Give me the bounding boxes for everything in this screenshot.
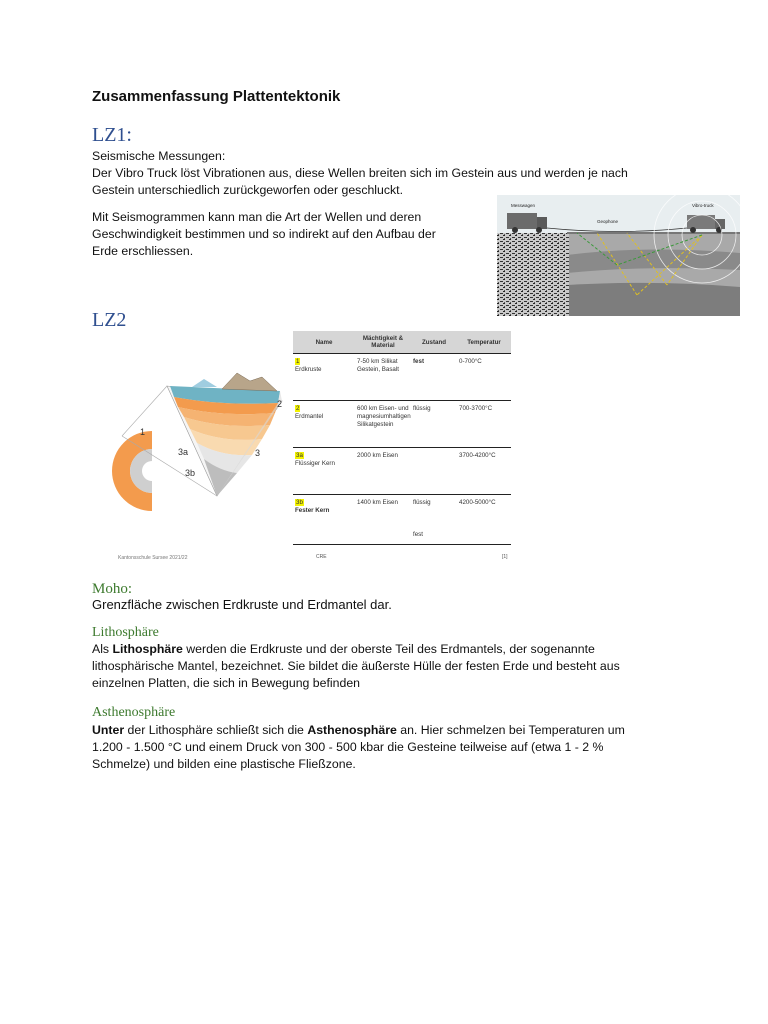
row-material: 1400 km Eisen xyxy=(355,495,411,545)
astheno-l1-bold1: Unter xyxy=(92,723,125,737)
row-material: 2000 km Eisen xyxy=(355,448,411,495)
litho-line-1 xyxy=(92,641,702,658)
lz1-paragraph xyxy=(92,148,692,199)
lz1-heading: LZ1: xyxy=(92,124,132,146)
row-number: 3a xyxy=(296,452,303,459)
header-temperature: Temperatur xyxy=(457,331,511,354)
row-name: Erdmantel xyxy=(295,413,324,420)
footer-school: Kantonsschule Sursee 2021/22 xyxy=(118,555,188,561)
row-temp: 4200-5000°C xyxy=(457,495,511,545)
label-2: 2 xyxy=(277,399,283,409)
label-geophone: Geophone xyxy=(597,219,619,224)
lz1-p2-line-2: Geschwindigkeit bestimmen und so indirekt auf den Aufbau der xyxy=(92,227,436,241)
astheno-l1-mid: der Lithosphäre schließt sich die xyxy=(124,723,308,737)
lz1-p2-line-1: Mit Seismogrammen kann man die Art der Wellen und deren xyxy=(92,210,422,224)
label-messwagen: Messwagen xyxy=(511,203,536,208)
litho-l1-bold: Lithosphäre xyxy=(112,642,183,656)
row-number: 2 xyxy=(296,405,300,412)
label-vibro-truck: Vibro-truck xyxy=(692,203,714,208)
row-name: Erdkruste xyxy=(295,366,322,373)
header-material: Mächtigkeit & Material xyxy=(355,331,411,354)
label-3b: 3b xyxy=(185,468,196,478)
header-state: Zustand xyxy=(411,331,457,354)
litho-line-3: einzelnen Platten, die sich in Bewegung befinden xyxy=(92,676,360,690)
row-name: Flüssiger Kern xyxy=(295,460,335,467)
table-row xyxy=(293,495,511,545)
lz1-paragraph-2 xyxy=(92,209,492,260)
astheno-line-2: 1.200 - 1.500 °C und einem Druck von 300 - 500 kbar die Gesteine teilweise auf (etwa 1 - 2 % xyxy=(92,740,604,754)
seismic-survey-illustration xyxy=(497,195,740,316)
table-header-row xyxy=(293,331,511,354)
row-state-last: fest xyxy=(413,531,423,538)
row-material: 7-50 km Silikat Gestein, Basalt xyxy=(355,354,411,401)
header-name: Name xyxy=(293,331,355,354)
lz2-heading: LZ2 xyxy=(92,309,127,331)
row-material: 600 km Eisen- und magnesiumhaltigen Silikatgestein xyxy=(355,401,411,448)
lz1-line-2: Der Vibro Truck löst Vibrationen aus, diese Wellen breiten sich im Gestein aus und werden je nach xyxy=(92,166,628,180)
astheno-l1-post: an. Hier schmelzen bei Temperaturen um xyxy=(396,723,625,737)
earth-layers-table xyxy=(293,331,511,545)
litho-l1-pre: Als xyxy=(92,642,113,656)
lithosphere-paragraph xyxy=(92,641,702,692)
earth-layers-image xyxy=(92,331,292,566)
astheno-line-3: Schmelze) und bilden eine plastische Fließzone. xyxy=(92,757,356,771)
row-state: flüssig xyxy=(411,401,457,448)
lithosphere-heading: Lithosphäre xyxy=(92,625,159,640)
lz1-line-1: Seismische Messungen: xyxy=(92,149,226,163)
table-row xyxy=(293,401,511,448)
moho-text: Grenzfläche zwischen Erdkruste und Erdmantel dar. xyxy=(92,597,392,612)
row-temp: 700-3700°C xyxy=(457,401,511,448)
asthenosphere-paragraph xyxy=(92,722,702,773)
row-number: 3b xyxy=(296,499,303,506)
astheno-l1-bold2: Asthenosphäre xyxy=(307,723,397,737)
litho-l1-post: werden die Erdkruste und der oberste Teil des Erdmantels, der sogenannte xyxy=(182,642,595,656)
table-row xyxy=(293,354,511,401)
astheno-line-1 xyxy=(92,722,702,739)
row-name: Fester Kern xyxy=(295,507,330,514)
row-state-top: flüssig xyxy=(413,499,431,506)
document-title: Zusammenfassung Plattentektonik xyxy=(92,88,341,105)
label-3a: 3a xyxy=(178,447,189,457)
row-state: fest xyxy=(411,354,457,401)
seismic-survey-image xyxy=(497,195,740,316)
row-number: 1 xyxy=(296,358,300,365)
lz1-p2-line-3: Erde erschliessen. xyxy=(92,244,194,258)
table-row xyxy=(293,448,511,495)
footer-ref: [1] xyxy=(502,554,508,560)
row-state xyxy=(411,495,457,545)
lz1-line-3: Gestein unterschiedlich zurückgeworfen oder geschluckt. xyxy=(92,183,404,197)
row-state xyxy=(411,448,457,495)
label-3: 3 xyxy=(255,448,261,458)
earth-cutaway-diagram xyxy=(92,331,292,566)
asthenosphere-heading: Asthenosphäre xyxy=(92,705,176,720)
footer-code: CRE xyxy=(316,554,327,560)
label-1: 1 xyxy=(140,427,146,437)
row-temp: 3700-4200°C xyxy=(457,448,511,495)
row-temp: 0-700°C xyxy=(457,354,511,401)
litho-line-2: lithosphärische Mantel, bezeichnet. Sie bildet die äußerste Hülle der festen Erde und besteht aus xyxy=(92,659,620,673)
moho-heading: Moho: xyxy=(92,581,133,597)
